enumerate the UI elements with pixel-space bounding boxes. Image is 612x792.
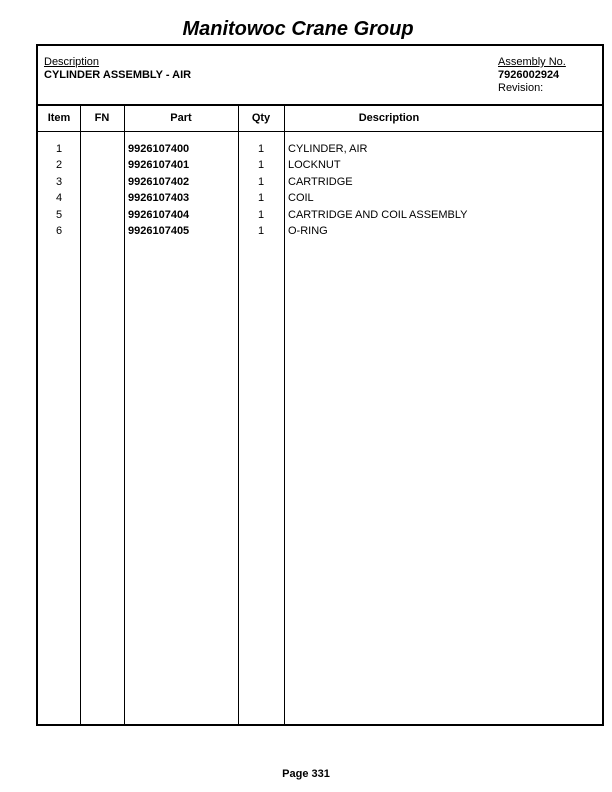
page-number: Page 331 xyxy=(282,768,330,780)
cell-qty: 1 xyxy=(257,175,265,188)
cell-item: 6 xyxy=(55,224,63,237)
cell-item: 2 xyxy=(55,159,63,172)
column-header-divider xyxy=(38,131,602,132)
cell-item: 5 xyxy=(55,208,63,221)
cell-part: 9926107402 xyxy=(128,175,190,188)
description-value: CYLINDER ASSEMBLY - AIR xyxy=(44,69,192,81)
parts-rows xyxy=(38,141,602,239)
cell-qty: 1 xyxy=(257,192,265,205)
column-header-item: Item xyxy=(47,112,71,124)
revision-label: Revision: xyxy=(498,82,544,94)
cell-item: 1 xyxy=(55,143,63,155)
table-row xyxy=(38,190,602,206)
description-label: Description xyxy=(44,56,100,68)
cell-description: CYLINDER, AIR xyxy=(288,143,368,155)
column-header-description: Description xyxy=(358,112,420,124)
table-row xyxy=(38,141,602,157)
assembly-block xyxy=(498,56,566,95)
assembly-number: 7926002924 xyxy=(498,69,560,81)
cell-part: 9926107403 xyxy=(128,192,190,205)
cell-qty: 1 xyxy=(257,208,265,221)
header-divider xyxy=(38,104,602,106)
column-header-fn: FN xyxy=(94,112,110,124)
cell-description: LOCKNUT xyxy=(288,159,341,172)
cell-description: CARTRIDGE xyxy=(288,175,353,188)
cell-qty: 1 xyxy=(257,159,265,172)
table-row xyxy=(38,223,602,239)
cell-description: COIL xyxy=(288,192,314,205)
table-row xyxy=(38,174,602,190)
cell-part: 9926107400 xyxy=(128,143,190,155)
description-block xyxy=(44,56,191,82)
cell-qty: 1 xyxy=(257,224,265,237)
cell-description: CARTRIDGE AND COIL ASSEMBLY xyxy=(288,208,468,221)
parts-list-frame xyxy=(36,44,604,726)
column-header-part: Part xyxy=(170,112,192,124)
cell-part: 9926107401 xyxy=(128,159,190,172)
assembly-label: Assembly No. xyxy=(498,56,566,68)
column-header-qty: Qty xyxy=(251,112,271,124)
cell-qty: 1 xyxy=(257,143,265,155)
page-title: Manitowoc Crane Group xyxy=(182,18,414,40)
table-row xyxy=(38,157,602,173)
table-row xyxy=(38,207,602,223)
cell-part: 9926107405 xyxy=(128,224,190,237)
cell-description: O-RING xyxy=(288,224,328,237)
cell-part: 9926107404 xyxy=(128,208,190,221)
cell-item: 4 xyxy=(55,192,63,205)
cell-item: 3 xyxy=(55,175,63,188)
